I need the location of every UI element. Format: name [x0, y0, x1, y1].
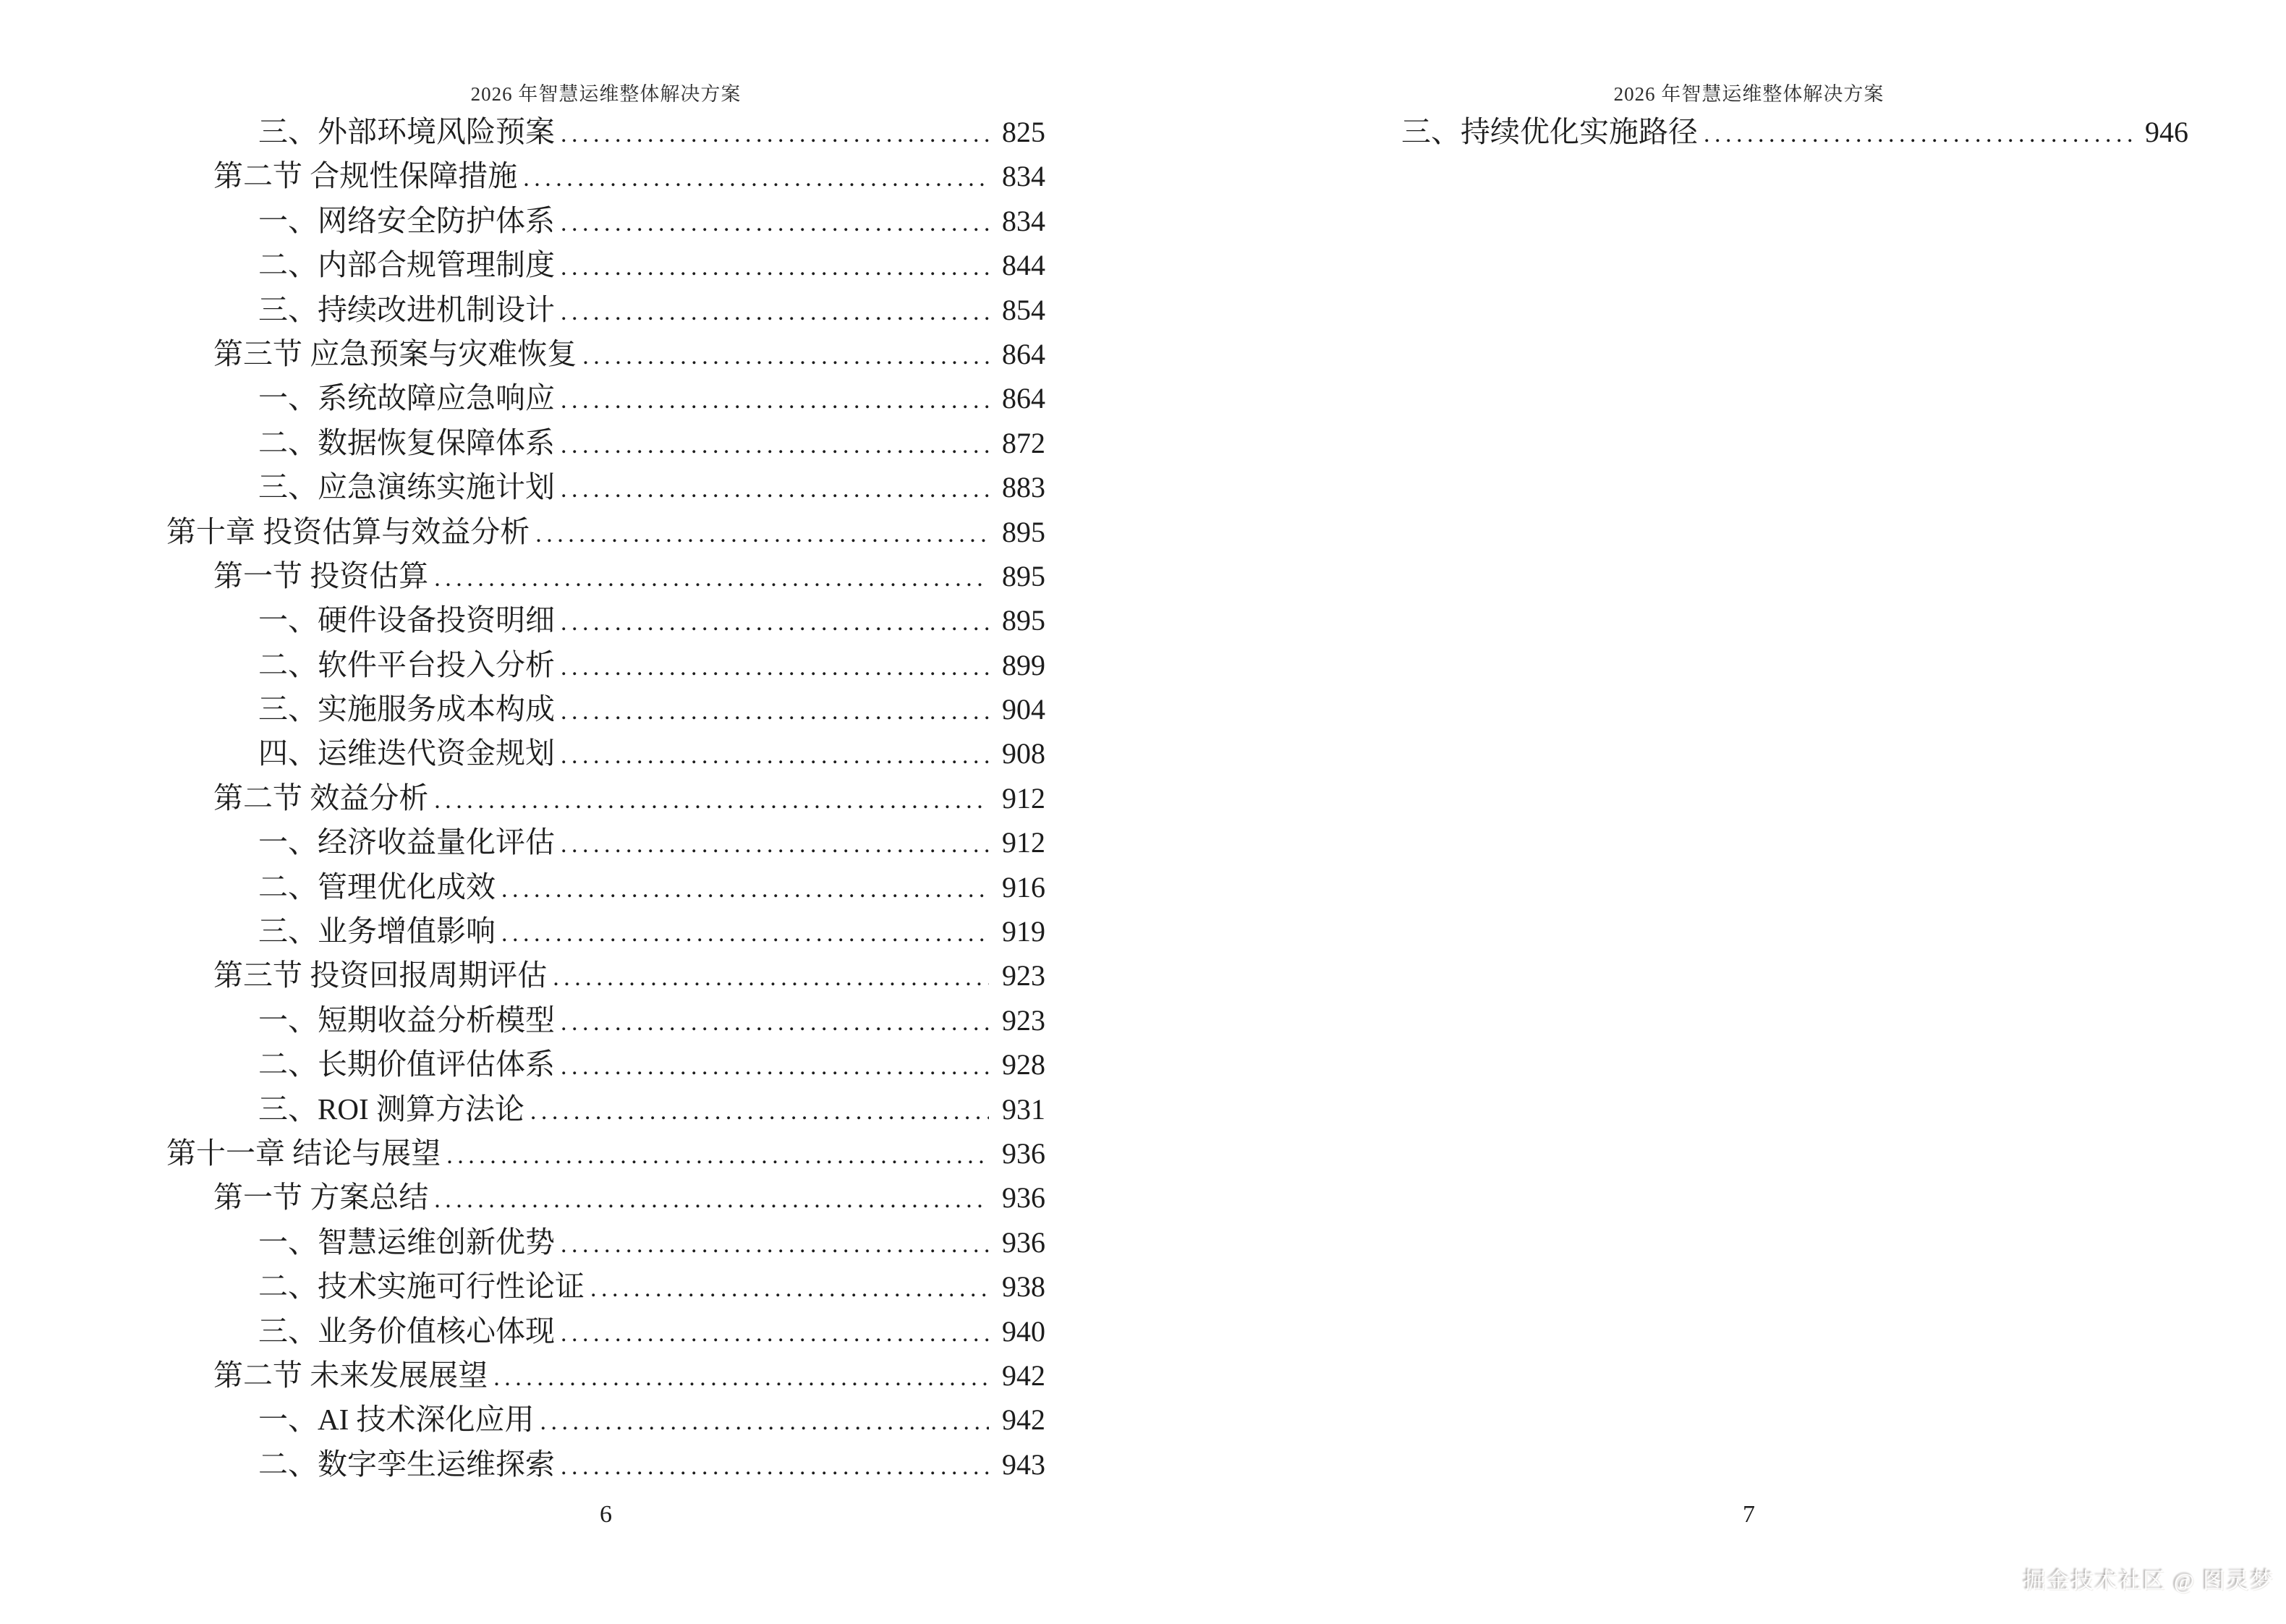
toc-leader-dots — [561, 467, 989, 511]
toc-entry — [166, 1442, 1045, 1487]
toc-entry-title: 第十章 投资估算与效益分析 — [166, 514, 530, 548]
toc-entry-title: 第二节 未来发展展望 — [213, 1358, 488, 1392]
toc-entry-page-number: 936 — [1002, 1225, 1045, 1259]
toc-entry-page-number: 912 — [1002, 781, 1045, 815]
toc-entry — [166, 820, 1045, 864]
toc-leader-dots — [523, 156, 989, 200]
toc-entry-title: 二、管理优化成效 — [258, 870, 496, 904]
page-number: 7 — [1743, 1501, 1755, 1528]
toc-entry-page-number: 936 — [1002, 1136, 1045, 1170]
page-header: 2026 年智慧运维整体解决方案 — [470, 83, 742, 105]
toc-entry-title: 二、长期价值评估体系 — [258, 1047, 555, 1081]
toc-leader-dots — [561, 822, 989, 867]
toc-entry-title: 一、硬件设备投资明细 — [258, 603, 555, 637]
toc-entry — [166, 909, 1045, 953]
toc-leader-dots — [561, 1445, 989, 1489]
toc-entry — [166, 243, 1045, 287]
toc-entry — [166, 288, 1045, 332]
toc-entry — [166, 1042, 1045, 1087]
toc-leader-dots — [561, 112, 989, 156]
toc-entry-title: 二、数字孪生运维探索 — [258, 1447, 555, 1481]
toc-entry-title: 二、软件平台投入分析 — [258, 647, 555, 681]
toc-entry-title: 第二节 效益分析 — [213, 781, 429, 815]
watermark-text: 掘金技术社区 @ 图灵梦 — [2023, 1568, 2274, 1594]
toc-entry-page-number: 923 — [1002, 1003, 1045, 1037]
toc-leader-dots — [561, 423, 989, 467]
toc-leader-dots — [493, 1356, 989, 1400]
toc-leader-dots — [553, 956, 989, 1000]
toc-entry — [166, 510, 1045, 554]
toc-entry-page-number: 942 — [1002, 1403, 1045, 1437]
toc-entry-page-number: 928 — [1002, 1048, 1045, 1081]
toc-entry — [166, 643, 1045, 687]
toc-entry-page-number: 834 — [1002, 204, 1045, 237]
toc-entry-title: 三、实施服务成本构成 — [258, 692, 555, 726]
toc-entry-title: 一、经济收益量化评估 — [258, 825, 555, 859]
toc-entry — [166, 465, 1045, 509]
toc-entry-title: 一、系统故障应急响应 — [258, 381, 555, 415]
toc-list — [166, 110, 1045, 1487]
toc-leader-dots — [561, 600, 989, 645]
toc-entry — [166, 332, 1045, 376]
toc-leader-dots — [561, 1000, 989, 1045]
toc-entry — [166, 1087, 1045, 1131]
toc-entry-page-number: 904 — [1002, 693, 1045, 726]
toc-entry-page-number: 825 — [1002, 116, 1045, 148]
toc-entry-page-number: 908 — [1002, 737, 1045, 770]
toc-entry-title: 第三节 投资回报周期评估 — [213, 958, 548, 992]
toc-leader-dots — [561, 734, 989, 778]
toc-entry-page-number: 938 — [1002, 1270, 1045, 1304]
toc-entry-page-number: 931 — [1002, 1092, 1045, 1126]
toc-entry-title: 第一节 投资估算 — [213, 558, 429, 592]
toc-entry-page-number: 923 — [1002, 959, 1045, 992]
toc-entry-page-number: 895 — [1002, 559, 1045, 592]
toc-entry — [166, 731, 1045, 775]
toc-leader-dots — [540, 1400, 989, 1444]
toc-list — [1309, 110, 2188, 154]
toc-entry — [166, 110, 1045, 154]
toc-leader-dots — [561, 689, 989, 734]
toc-entry-page-number: 854 — [1002, 293, 1045, 326]
toc-leader-dots — [561, 290, 989, 334]
toc-leader-dots — [590, 1267, 989, 1311]
toc-entry-title: 三、持续优化实施路径 — [1401, 115, 1698, 148]
toc-entry-title: 一、短期收益分析模型 — [258, 1003, 555, 1037]
toc-entry — [166, 1398, 1045, 1442]
toc-entry — [166, 598, 1045, 642]
toc-entry — [166, 154, 1045, 198]
toc-entry-title: 第二节 合规性保障措施 — [213, 159, 518, 193]
toc-entry-title: 四、运维迭代资金规划 — [258, 736, 555, 770]
toc-entry-page-number: 864 — [1002, 382, 1045, 415]
toc-entry-page-number: 942 — [1002, 1359, 1045, 1392]
toc-entry-page-number: 943 — [1002, 1447, 1045, 1481]
toc-entry — [166, 554, 1045, 598]
toc-entry — [1309, 110, 2188, 154]
toc-entry-title: 二、数据恢复保障体系 — [258, 425, 555, 459]
toc-entry-page-number: 940 — [1002, 1314, 1045, 1348]
toc-entry-title: 一、AI 技术深化应用 — [258, 1403, 535, 1437]
page-number: 6 — [600, 1501, 612, 1528]
toc-entry-title: 第三节 应急预案与灾难恢复 — [213, 336, 577, 370]
toc-entry — [166, 776, 1045, 820]
toc-entry — [166, 1309, 1045, 1353]
toc-entry-page-number: 899 — [1002, 648, 1045, 681]
toc-entry-title: 三、应急演练实施计划 — [258, 470, 555, 504]
toc-leader-dots — [1704, 112, 2132, 156]
toc-entry — [166, 1131, 1045, 1176]
toc-entry-title: 一、网络安全防护体系 — [258, 203, 555, 237]
toc-leader-dots — [434, 778, 989, 822]
toc-leader-dots — [561, 245, 989, 289]
toc-entry-title: 三、业务增值影响 — [258, 914, 496, 948]
toc-entry — [166, 998, 1045, 1042]
toc-entry — [166, 1353, 1045, 1398]
toc-entry — [166, 199, 1045, 243]
toc-entry-title: 二、技术实施可行性论证 — [258, 1270, 585, 1304]
toc-leader-dots — [535, 512, 989, 556]
toc-leader-dots — [434, 556, 989, 600]
toc-leader-dots — [501, 911, 989, 956]
toc-entry-page-number: 844 — [1002, 249, 1045, 282]
toc-entry-page-number: 872 — [1002, 426, 1045, 459]
toc-leader-dots — [501, 867, 989, 911]
toc-entry-page-number: 895 — [1002, 604, 1045, 637]
toc-leader-dots — [561, 201, 989, 245]
toc-entry — [166, 865, 1045, 909]
toc-entry-page-number: 912 — [1002, 826, 1045, 859]
toc-entry-page-number: 946 — [2145, 116, 2188, 148]
toc-entry-page-number: 916 — [1002, 870, 1045, 904]
toc-entry-page-number: 864 — [1002, 337, 1045, 370]
toc-leader-dots — [446, 1134, 989, 1178]
toc-entry — [166, 376, 1045, 420]
toc-entry-page-number: 834 — [1002, 160, 1045, 193]
toc-entry-title: 第十一章 结论与展望 — [166, 1136, 441, 1170]
toc-entry-title: 三、ROI 测算方法论 — [258, 1092, 524, 1126]
toc-entry-title: 一、智慧运维创新优势 — [258, 1225, 555, 1259]
toc-entry-page-number: 883 — [1002, 471, 1045, 504]
toc-leader-dots — [561, 1045, 989, 1089]
toc-entry — [166, 1220, 1045, 1264]
toc-leader-dots — [561, 645, 989, 689]
page-right — [1143, 0, 2286, 1624]
toc-entry-page-number: 895 — [1002, 515, 1045, 548]
toc-entry-title: 二、内部合规管理制度 — [258, 248, 555, 282]
toc-entry-title: 三、外部环境风险预案 — [258, 115, 555, 148]
toc-entry — [166, 687, 1045, 731]
toc-entry-title: 三、持续改进机制设计 — [258, 292, 555, 326]
toc-entry — [166, 421, 1045, 465]
toc-leader-dots — [561, 1311, 989, 1356]
toc-entry — [166, 1176, 1045, 1220]
toc-leader-dots — [434, 1178, 989, 1222]
toc-entry-title: 第一节 方案总结 — [213, 1181, 429, 1215]
toc-entry — [166, 1264, 1045, 1309]
toc-leader-dots — [582, 334, 989, 378]
toc-entry-page-number: 919 — [1002, 915, 1045, 948]
toc-entry — [166, 953, 1045, 998]
toc-entry-page-number: 936 — [1002, 1181, 1045, 1215]
toc-leader-dots — [561, 1223, 989, 1267]
toc-leader-dots — [530, 1089, 989, 1134]
page-header: 2026 年智慧运维整体解决方案 — [1613, 83, 1885, 105]
toc-leader-dots — [561, 378, 989, 422]
toc-entry-title: 三、业务价值核心体现 — [258, 1314, 555, 1348]
